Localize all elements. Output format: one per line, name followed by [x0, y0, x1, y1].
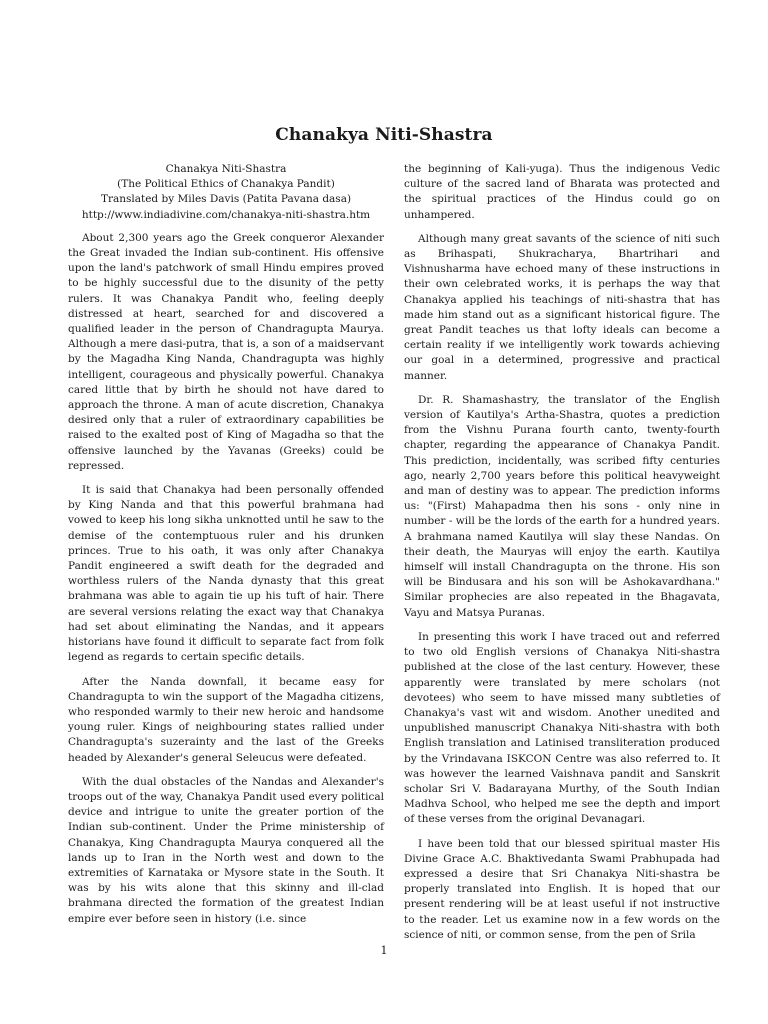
- paragraph: Dr. R. Shamashastry, the translator of the English version of Kautilya's Artha-Shastra, quotes a prediction from the Vishnu Purana fourth canto, twenty-fourth chapter, regarding the appearance of Chanakya Pandit. This prediction, incidentally, was scribed fifty centuries ago, nearly 2,700 years before this political heavyweight and man of destiny was to appear. The prediction informs us: "(First) Mahapadma then his sons - only nine in number - will be the lords of the earth for a hundred years. A brahmana named Kautilya will slay these Nandas. On their death, the Mauryas will enjoy the earth. Kautilya himself will install Chandragupta on the throne. His son will be Bindusara and his son will be Ashokavardhana." Similar prophecies are also repeated in the Bhagavata, Vayu and Matsya Puranas.: [404, 393, 720, 619]
- paragraph: In presenting this work I have traced out and referred to two old English versions of Chanakya Niti-shastra published at the close of the last century. However, these apparently were translated by mere scholars (not devotees) who seem to have missed many subtleties of Chanakya's vast wit and wisdom. Another unedited and unpublished manuscript Chanakya Niti-shastra with both English translation and Latinised transliteration produced by the Vrindavana ISKCON Centre was also referred to. It was however the learned Vaishnava pandit and Sanskrit scholar Sri V. Badarayana Murthy, of the South Indian Madhva School, who helped me see the depth and import of these verses from the original Devanagari.: [404, 630, 720, 826]
- header-line-subtitle: (The Political Ethics of Chanakya Pandit): [117, 178, 335, 191]
- paragraph: About 2,300 years ago the Greek conqueror Alexander the Great invaded the Indian sub-continent. His offensive upon the land's patchwork of small Hindu empires proved to be highly successful due to the disunity of the petty rulers. It was Chanakya Pandit who, feeling deeply distressed at heart, searched for and discovered a qualified leader in the person of Chandragupta Maurya. Although a mere dasi-putra, that is, a son of a maidservant by the Magadha King Nanda, Chandragupta was highly intelligent, courageous and physically powerful. Chanakya cared little that by birth he should not have dared to approach the throne. A man of acute discretion, Chanakya desired only that a ruler of extraordinary capabilities be raised to the exalted post of King of Magadha so that the offensive launched by the Yavanas (Greeks) could be repressed.: [68, 231, 384, 472]
- header-block: [68, 162, 384, 223]
- paragraph: With the dual obstacles of the Nandas and Alexander's troops out of the way, Chanakya Pandit used every political device and intrigue to unite the greater portion of the Indian sub-continent. Under the Prime ministership of Chanakya, King Chandragupta Maurya conquered all the lands up to Iran in the North west and down to the extremities of Karnataka or Mysore state in the South. It was by his wits alone that this skinny and ill-clad brahmana directed the formation of the greatest Indian empire ever before seen in history (i.e. since: [68, 775, 384, 925]
- page-number: 1: [380, 944, 388, 957]
- header-line-url: http://www.indiadivine.com/chanakya-niti-shastra.htm: [81, 208, 371, 221]
- paragraph: Although many great savants of the science of niti such as Brihaspati, Shukracharya, Bhartrihari and Vishnusharma have echoed many of these instructions in their own celebrated works, it is perhaps the way that Chanakya applied his teachings of niti-shastra that has made him stand out as a significant historical figure. The great Pandit teaches us that lofty ideals can become a certain reality if we intelligently work towards achieving our goal in a determined, progressive and practical manner.: [404, 232, 720, 382]
- left-column: [68, 162, 384, 936]
- paragraph-continuation: the beginning of Kali-yuga). Thus the indigenous Vedic culture of the sacred land of Bharata was protected and the spiritual practices of the Hindus could go on unhampered.: [404, 163, 720, 221]
- paragraph: I have been told that our blessed spiritual master His Divine Grace A.C. Bhaktivedanta Swami Prabhupada had expressed a desire that Sri Chanakya Niti-shastra be properly translated into English. It is hoped that our present rendering will be at least useful if not instructive to the reader. Let us examine now in a few words on the science of niti, or common sense, from the pen of Srila: [404, 837, 720, 941]
- header-line-title: Chanakya Niti-Shastra: [165, 163, 287, 175]
- paragraph: After the Nanda downfall, it became easy for Chandragupta to win the support of the Magadha citizens, who responded warmly to their new heroic and handsome young ruler. Kings of neighbouring states rallied under Chandragupta's suzerainty and the last of the Greeks headed by Alexander's general Seleucus were defeated.: [68, 675, 384, 764]
- right-column: [404, 162, 720, 952]
- document-title: Chanakya Niti-Shastra: [275, 125, 493, 145]
- header-line-translator: Translated by Miles Davis (Patita Pavana dasa): [100, 193, 352, 206]
- paragraph: It is said that Chanakya had been personally offended by King Nanda and that this powerful brahmana had vowed to keep his long sikha unknotted until he saw to the demise of the contemptuous ruler and his drunken princes. True to his oath, it was only after Chanakya Pandit engineered a swift death for the degraded and worthless rulers of the Nanda dynasty that this great brahmana was able to again tie up his tuft of hair. There are several versions relating the exact way that Chanakya had set about eliminating the Nandas, and it appears historians have found it difficult to separate fact from folk legend as regards to certain specific details.: [68, 484, 384, 664]
